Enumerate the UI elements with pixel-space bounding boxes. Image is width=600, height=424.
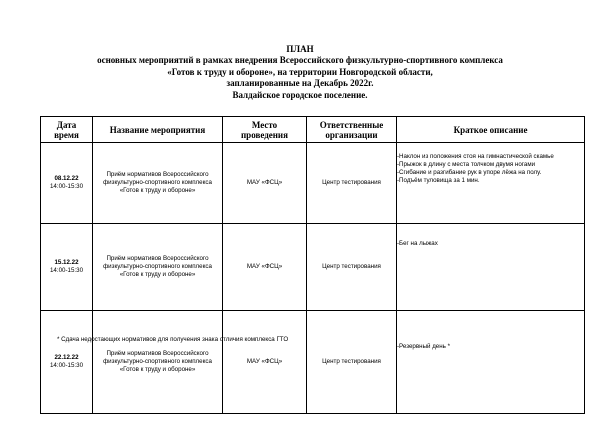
cell-place: МАУ «ФСЦ» <box>223 143 307 224</box>
cell-org: Центр тестирования <box>307 311 397 414</box>
header-date: Дата время <box>41 117 93 143</box>
cell-event: Приём нормативов Всероссийского физкультурно-спортивного комплекса «Готов к труду и обороне» <box>93 224 223 311</box>
header-place: Место проведения <box>223 117 307 143</box>
header-event: Название мероприятия <box>93 117 223 143</box>
cell-date: 08.12.22 14:00-15:30 <box>41 143 93 224</box>
cell-desc <box>397 311 585 414</box>
desc-item: -Наклон из положения стоя на гимнастической скамье <box>397 153 554 160</box>
desc-item: -Бег на лыжах <box>397 240 438 247</box>
cell-org: Центр тестирования <box>307 143 397 224</box>
cell-date: 15.12.22 14:00-15:30 <box>41 224 93 311</box>
title-line-subject: основных мероприятий в рамках внедрения Всероссийского физкультурно-спортивного комплекса <box>97 55 503 66</box>
desc-item: -Сгибание и разгибание рук в упоре лёжа на полу. <box>397 169 542 176</box>
table-row <box>41 311 585 414</box>
cell-event: Приём нормативов Всероссийского физкультурно-спортивного комплекса «Готов к труду и обороне» <box>93 143 223 224</box>
title-line-period: запланированные на Декабрь 2022г. <box>226 78 374 89</box>
cell-place: МАУ «ФСЦ» <box>223 224 307 311</box>
cell-desc <box>397 143 585 224</box>
table-row <box>41 224 585 311</box>
document-title <box>0 44 600 101</box>
header-org: Ответственные организации <box>307 117 397 143</box>
title-line-settlement: Валдайское городское поселение. <box>232 89 368 100</box>
cell-desc <box>397 224 585 311</box>
desc-item: -Резервный день * <box>397 343 451 350</box>
table-header-row <box>41 117 585 143</box>
desc-item: -Подъём туловища за 1 мин. <box>397 177 480 184</box>
cell-date: 22.12.22 14:00-15:30 <box>41 311 93 414</box>
events-table <box>40 116 585 414</box>
title-line-plan: ПЛАН <box>286 44 314 54</box>
header-desc: Краткое описание <box>397 117 585 143</box>
table-row <box>41 143 585 224</box>
desc-item: -Прыжок в длину с места толчком двумя ногами <box>397 161 536 168</box>
footnote: * Сдача недостающих нормативов для получения знака отличия комплекса ГТО <box>57 336 289 343</box>
cell-place: МАУ «ФСЦ» <box>223 311 307 414</box>
title-line-complex: «Готов к труду и обороне», на территории Новгородской области, <box>167 66 433 77</box>
cell-org: Центр тестирования <box>307 224 397 311</box>
cell-event: Приём нормативов Всероссийского физкультурно-спортивного комплекса «Готов к труду и обороне» <box>93 311 223 414</box>
